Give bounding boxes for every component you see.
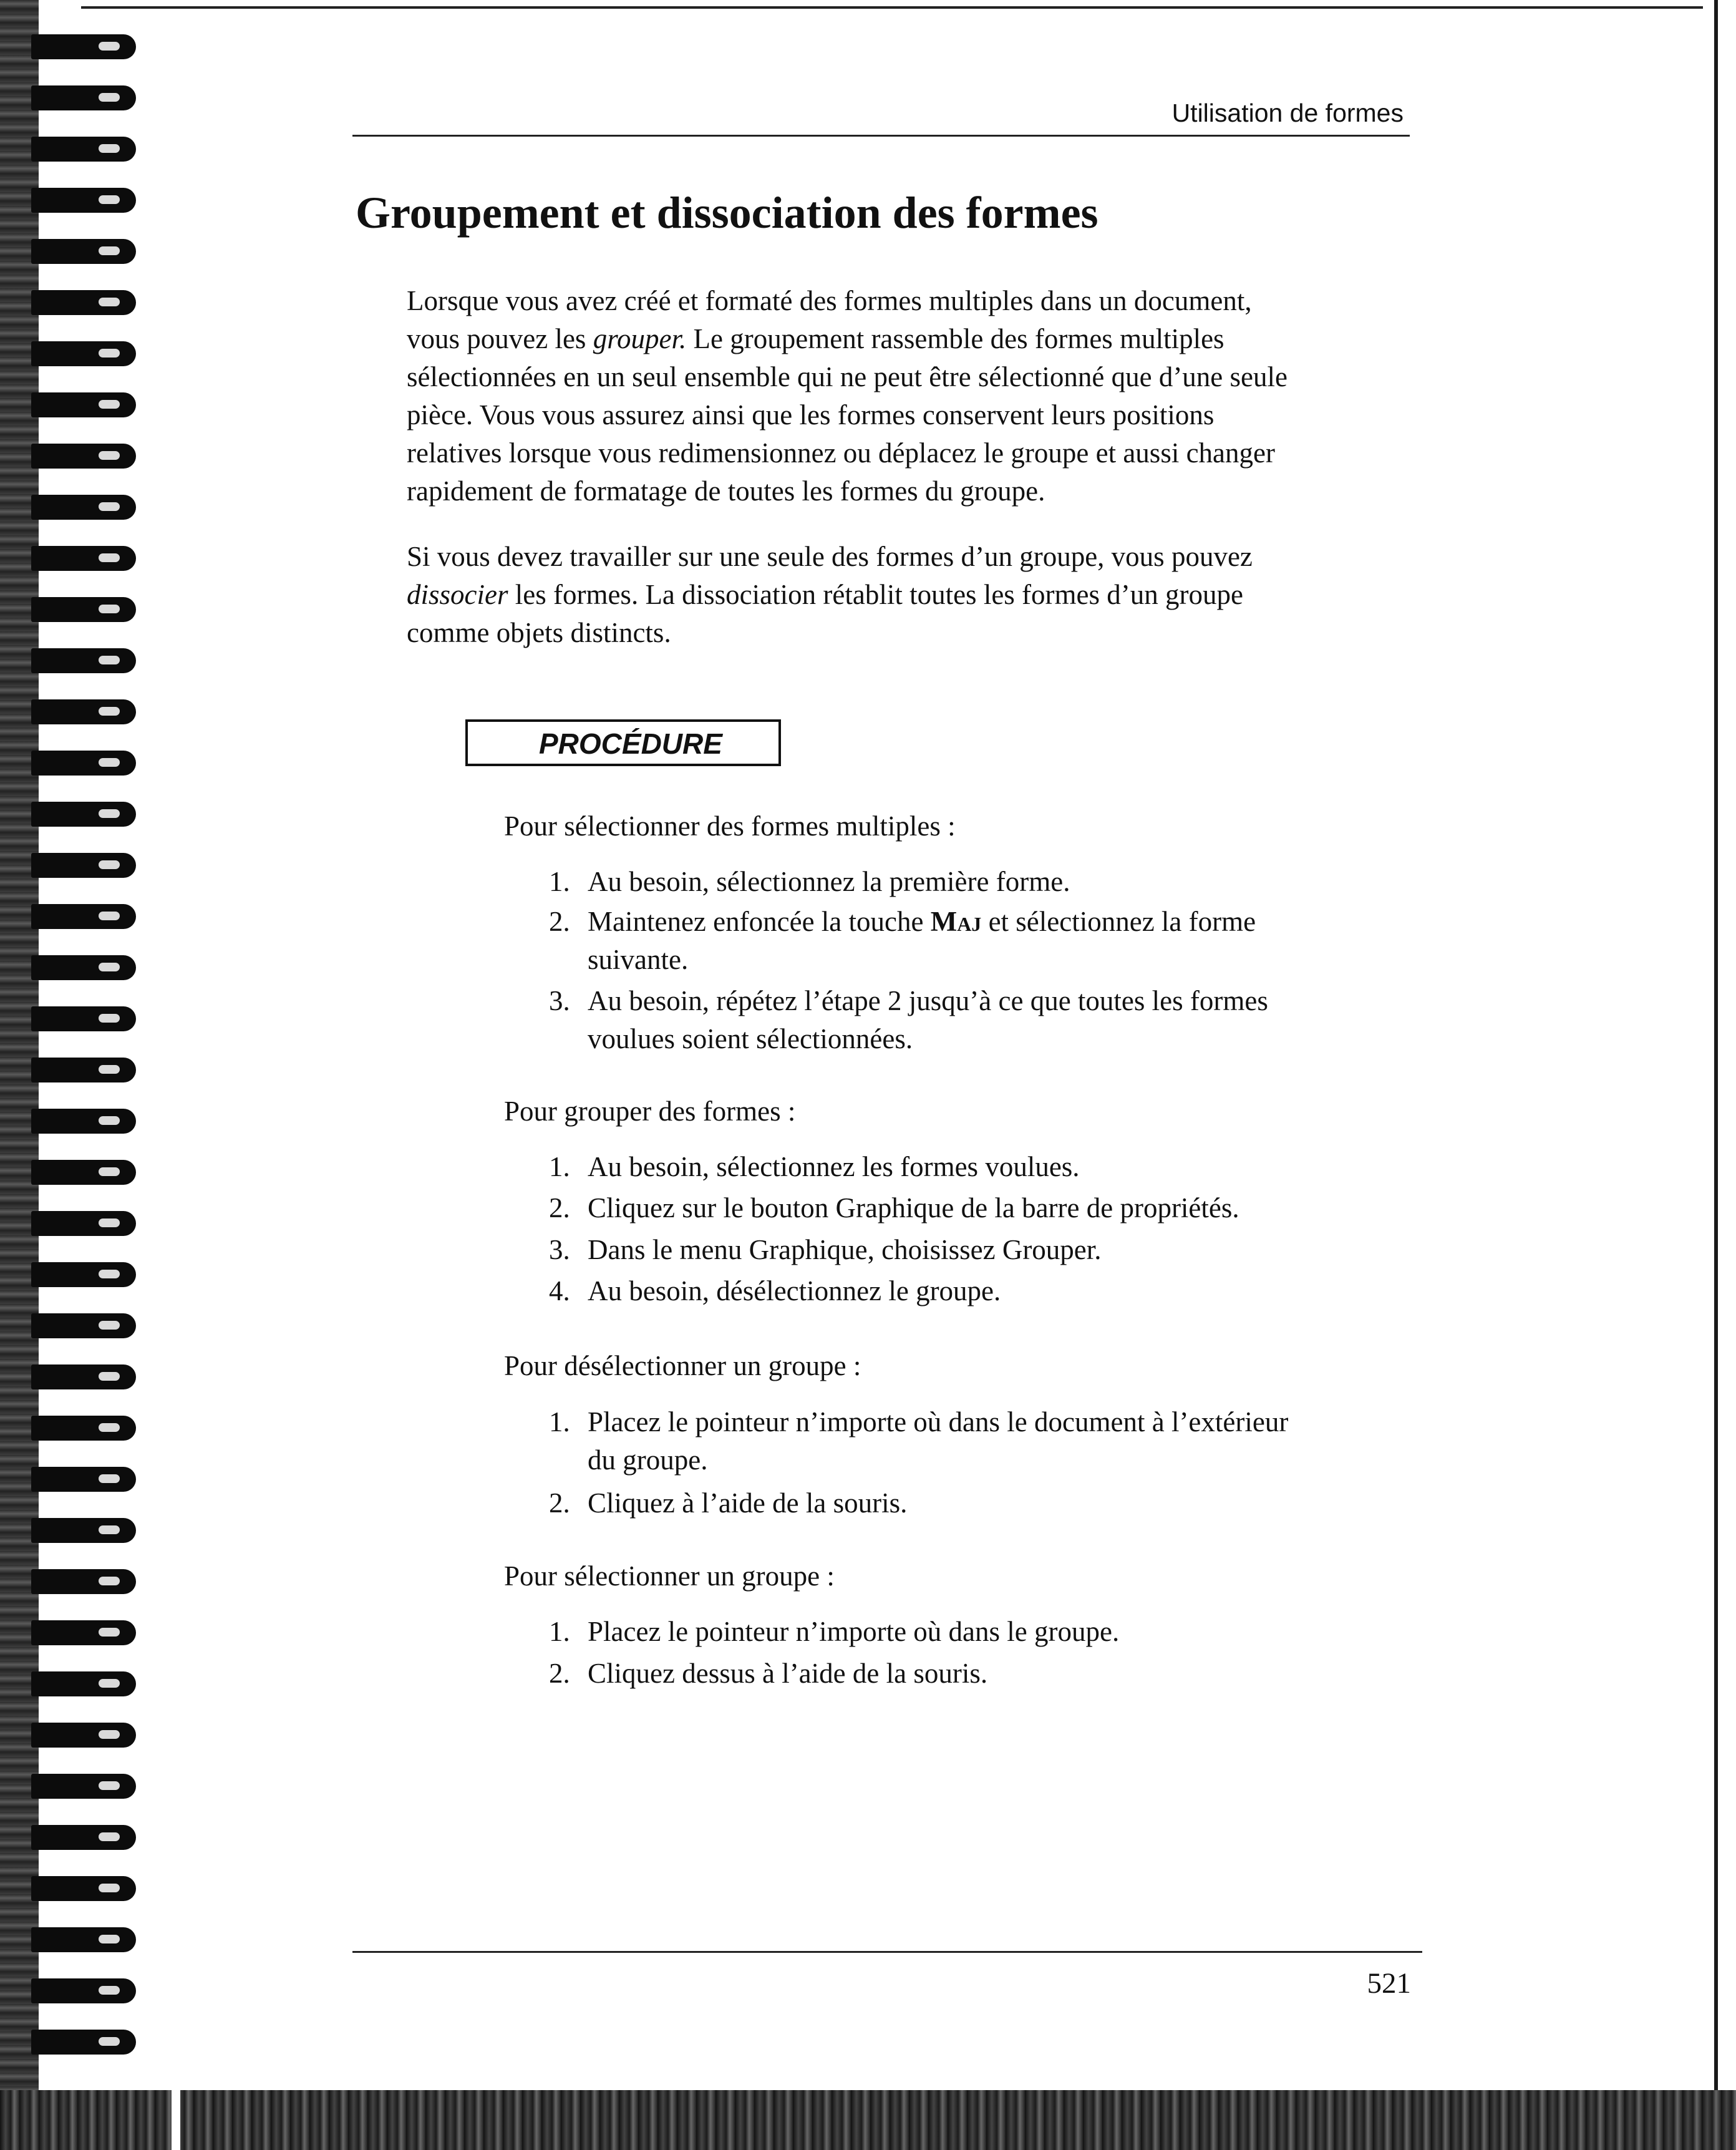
step-text bbox=[588, 903, 1256, 979]
step-text: Cliquez à l’aide de la souris. bbox=[588, 1487, 908, 1519]
binding-ring bbox=[31, 955, 136, 980]
text-run: suivante. bbox=[588, 944, 689, 975]
step-number: 2. bbox=[549, 1658, 570, 1689]
header-rule bbox=[352, 135, 1410, 137]
running-head: Utilisation de formes bbox=[1171, 99, 1404, 127]
list-item bbox=[549, 1148, 1080, 1186]
text-run: voulues soient sélectionnées. bbox=[588, 1023, 913, 1054]
text-run: Placez le pointeur n’importe où dans le document à l’extérieur bbox=[588, 1406, 1289, 1437]
step-text: Cliquez sur le bouton Graphique de la barre de propriétés. bbox=[588, 1192, 1239, 1223]
binding-ring bbox=[31, 1313, 136, 1338]
binding-ring bbox=[31, 1978, 136, 2003]
list-item bbox=[549, 982, 1268, 1058]
paragraph-line bbox=[407, 320, 1417, 358]
binding-ring bbox=[31, 1006, 136, 1031]
binding-ring bbox=[31, 1518, 136, 1543]
step-text: Au besoin, sélectionnez les formes voulues. bbox=[588, 1151, 1080, 1182]
list-item bbox=[549, 1231, 1102, 1269]
step-text bbox=[588, 982, 1268, 1058]
step-number: 3. bbox=[549, 985, 570, 1016]
binding-ring bbox=[31, 699, 136, 724]
paragraph-line: Lorsque vous avez créé et formaté des formes multiples dans un document, bbox=[407, 285, 1252, 316]
list-item bbox=[549, 1403, 1288, 1479]
step-number: 3. bbox=[549, 1234, 570, 1265]
binding-ring bbox=[31, 904, 136, 929]
section-intro-deselect: Pour désélectionner un groupe : bbox=[504, 1350, 861, 1381]
list-item bbox=[549, 1655, 987, 1693]
binding-ring bbox=[31, 1416, 136, 1441]
binding-ring bbox=[31, 853, 136, 878]
binding-ring bbox=[31, 1160, 136, 1185]
binding-ring bbox=[31, 495, 136, 520]
list-item bbox=[549, 1272, 1001, 1310]
step-text bbox=[588, 1403, 1288, 1479]
paragraph-line: sélectionnées en un seul ensemble qui ne peut être sélectionné que d’une seule bbox=[407, 361, 1287, 392]
step-number: 1. bbox=[549, 866, 570, 897]
scan-bottom-gap bbox=[172, 2090, 180, 2150]
spiral-binding bbox=[0, 0, 156, 2150]
scan-top-edge bbox=[81, 6, 1703, 9]
paragraph-line: rapidement de formatage de toutes les formes du groupe. bbox=[407, 475, 1045, 507]
binding-ring bbox=[31, 341, 136, 366]
key-name: Maj bbox=[930, 906, 982, 937]
section-intro-group: Pour grouper des formes : bbox=[504, 1096, 796, 1127]
step-number: 1. bbox=[549, 1406, 570, 1437]
section-intro-select-multiple: Pour sélectionner des formes multiples : bbox=[504, 810, 956, 842]
step-number: 2. bbox=[549, 1192, 570, 1223]
list-item bbox=[549, 903, 1256, 979]
list-item bbox=[549, 1189, 1239, 1227]
list-item bbox=[549, 1613, 1119, 1651]
step-text: Au besoin, sélectionnez la première forme. bbox=[588, 866, 1070, 897]
list-item bbox=[549, 863, 1070, 901]
text-run: et sélectionnez la forme bbox=[981, 906, 1256, 937]
step-number: 1. bbox=[549, 1151, 570, 1182]
binding-ring bbox=[31, 1211, 136, 1236]
binding-ring bbox=[31, 802, 136, 827]
paragraph-line: relatives lorsque vous redimensionnez ou déplacez le groupe et aussi changer bbox=[407, 437, 1275, 469]
paragraph-line: Si vous devez travailler sur une seule des formes d’un groupe, vous pouvez bbox=[407, 541, 1253, 572]
section-intro-select-group: Pour sélectionner un groupe : bbox=[504, 1560, 835, 1592]
binding-ring bbox=[31, 290, 136, 315]
binding-ring bbox=[31, 392, 136, 417]
paragraph-line bbox=[407, 576, 1417, 614]
step-text: Dans le menu Graphique, choisissez Grouper. bbox=[588, 1234, 1102, 1265]
binding-ring bbox=[31, 1569, 136, 1594]
binding-ring bbox=[31, 444, 136, 469]
page-number: 521 bbox=[1367, 1967, 1411, 2000]
procedure-label: PROCÉDURE bbox=[530, 727, 731, 761]
binding-ring bbox=[31, 137, 136, 162]
binding-ring bbox=[31, 239, 136, 264]
binding-ring bbox=[31, 1467, 136, 1492]
text-run: les formes. La dissociation rétablit toutes les formes d’un groupe bbox=[508, 579, 1243, 610]
term-grouper: grouper. bbox=[593, 323, 687, 354]
text-run: du groupe. bbox=[588, 1444, 708, 1476]
binding-ring bbox=[31, 1262, 136, 1287]
text-run: Au besoin, répétez l’étape 2 jusqu’à ce que toutes les formes bbox=[588, 985, 1268, 1016]
scan-right-edge bbox=[1714, 0, 1718, 2150]
term-dissocier: dissocier bbox=[407, 579, 508, 610]
step-number: 2. bbox=[549, 1487, 570, 1519]
procedure-box bbox=[465, 719, 781, 766]
paragraph-line: pièce. Vous vous assurez ainsi que les formes conservent leurs positions bbox=[407, 399, 1215, 430]
step-text: Placez le pointeur n’importe où dans le groupe. bbox=[588, 1616, 1120, 1647]
procedure-box-edge bbox=[778, 719, 781, 766]
step-text: Cliquez dessus à l’aide de la souris. bbox=[588, 1658, 988, 1689]
page-title: Groupement et dissociation des formes bbox=[356, 188, 1098, 238]
step-number: 4. bbox=[549, 1275, 570, 1306]
binding-ring bbox=[31, 597, 136, 622]
binding-ring bbox=[31, 1364, 136, 1389]
text-run: Maintenez enfoncée la touche bbox=[588, 906, 931, 937]
footer-rule bbox=[352, 1951, 1422, 1953]
binding-ring bbox=[31, 1620, 136, 1645]
binding-ring bbox=[31, 1774, 136, 1799]
text-run: Le groupement rassemble des formes multiples bbox=[686, 323, 1224, 354]
binding-ring bbox=[31, 34, 136, 59]
binding-ring bbox=[31, 85, 136, 110]
list-item bbox=[549, 1484, 907, 1522]
step-text: Au besoin, désélectionnez le groupe. bbox=[588, 1275, 1001, 1306]
step-number: 2. bbox=[549, 906, 570, 937]
binding-ring bbox=[31, 1723, 136, 1748]
text-run: vous pouvez les bbox=[407, 323, 593, 354]
binding-ring bbox=[31, 1109, 136, 1134]
binding-ring bbox=[31, 1825, 136, 1850]
paragraph-line: comme objets distincts. bbox=[407, 617, 671, 648]
binding-ring bbox=[31, 751, 136, 776]
binding-ring bbox=[31, 1927, 136, 1952]
binding-ring bbox=[31, 188, 136, 213]
binding-ring bbox=[31, 1058, 136, 1082]
scan-bottom-edge bbox=[0, 2090, 1736, 2150]
binding-ring bbox=[31, 546, 136, 571]
binding-ring bbox=[31, 1671, 136, 1696]
binding-ring bbox=[31, 1876, 136, 1901]
binding-ring bbox=[31, 648, 136, 673]
binding-ring bbox=[31, 2030, 136, 2055]
step-number: 1. bbox=[549, 1616, 570, 1647]
